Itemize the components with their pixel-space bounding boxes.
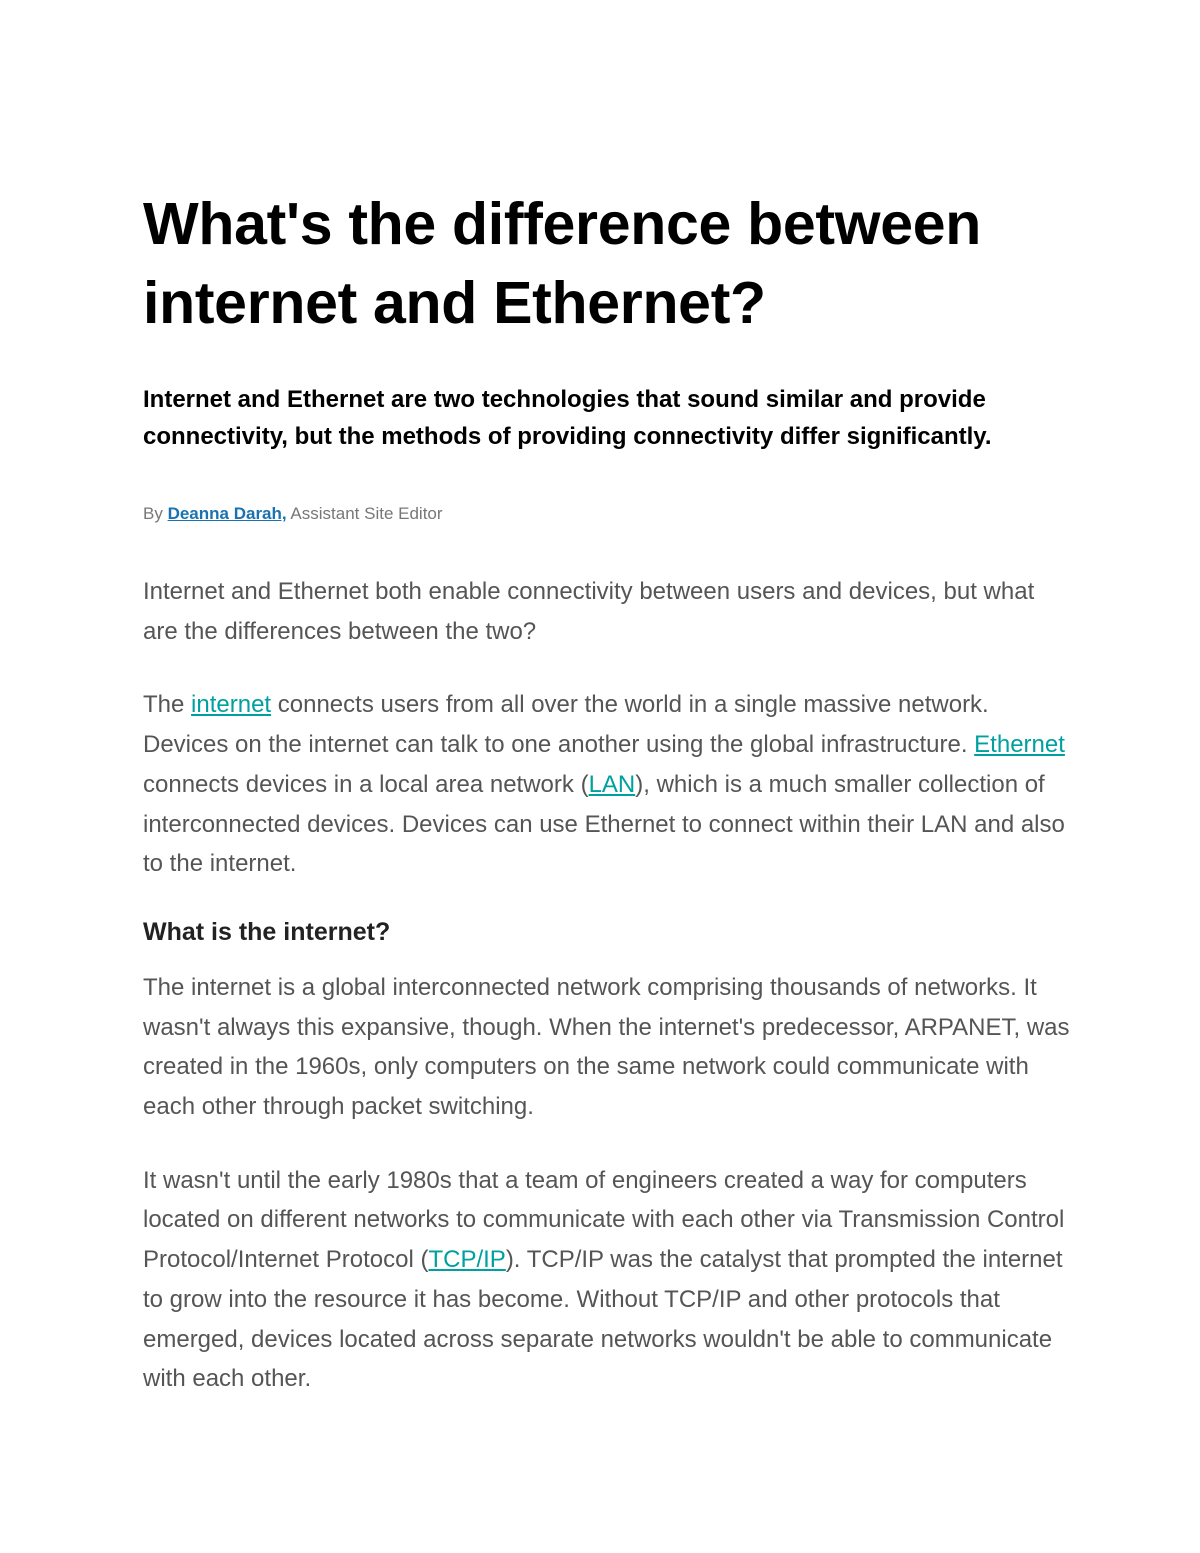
article [143,185,1073,1399]
overview-paragraph [143,685,1073,884]
intro-paragraph: Internet and Ethernet both enable connectivity between users and devices, but what are the differences between the two? [143,578,1035,645]
internet-link[interactable]: internet [191,691,272,719]
author-link[interactable]: Deanna Darah, [167,504,287,523]
text-segment: ), which is a much smaller collection of interconnected devices. Devices can use Ethernet to connect within their LAN and also to the internet. [143,770,1065,878]
title-line-2: internet and Ethernet? [143,270,766,336]
title-line-1: What's the difference between [143,191,982,257]
text-segment: It wasn't until the early 1980s that a team of engineers created a way for computers located on different networks to communicate with each other via Transmission Control Protocol/Internet Protocol ( [143,1166,1065,1274]
text-segment: ). TCP/IP was the catalyst that prompted the internet to grow into the resource it has become. Without TCP/IP and other protocols that emerged, devices located across separate networks wouldn't be able to communicate with each other. [143,1246,1063,1393]
article-subtitle: Internet and Ethernet are two technologies that sound similar and provide connectivity, but the methods of providing connectivity differ significantly. [143,386,992,450]
lan-link[interactable]: LAN [588,770,636,798]
text-segment: connects users from all over the world in a single massive network. Devices on the internet can talk to one another using the global infrastructure. [143,691,989,759]
article-title [143,185,1073,343]
text-segment: The [143,691,192,719]
ethernet-link[interactable]: Ethernet [974,731,1065,759]
author-role: Assistant Site Editor [290,504,443,523]
byline-prefix: By [143,504,163,523]
section-heading: What is the internet? [143,917,391,946]
tcpip-paragraph [143,1161,1073,1399]
byline [143,502,1073,526]
internet-history-paragraph: The internet is a global interconnected network comprising thousands of networks. It wasn't always this expansive, though. When the internet's predecessor, ARPANET, was created in the 1960s, only computers on the same network could communicate with each other through packet switching. [143,973,1070,1121]
text-segment: connects devices in a local area network ( [143,770,589,798]
tcpip-link[interactable]: TCP/IP [428,1246,506,1274]
